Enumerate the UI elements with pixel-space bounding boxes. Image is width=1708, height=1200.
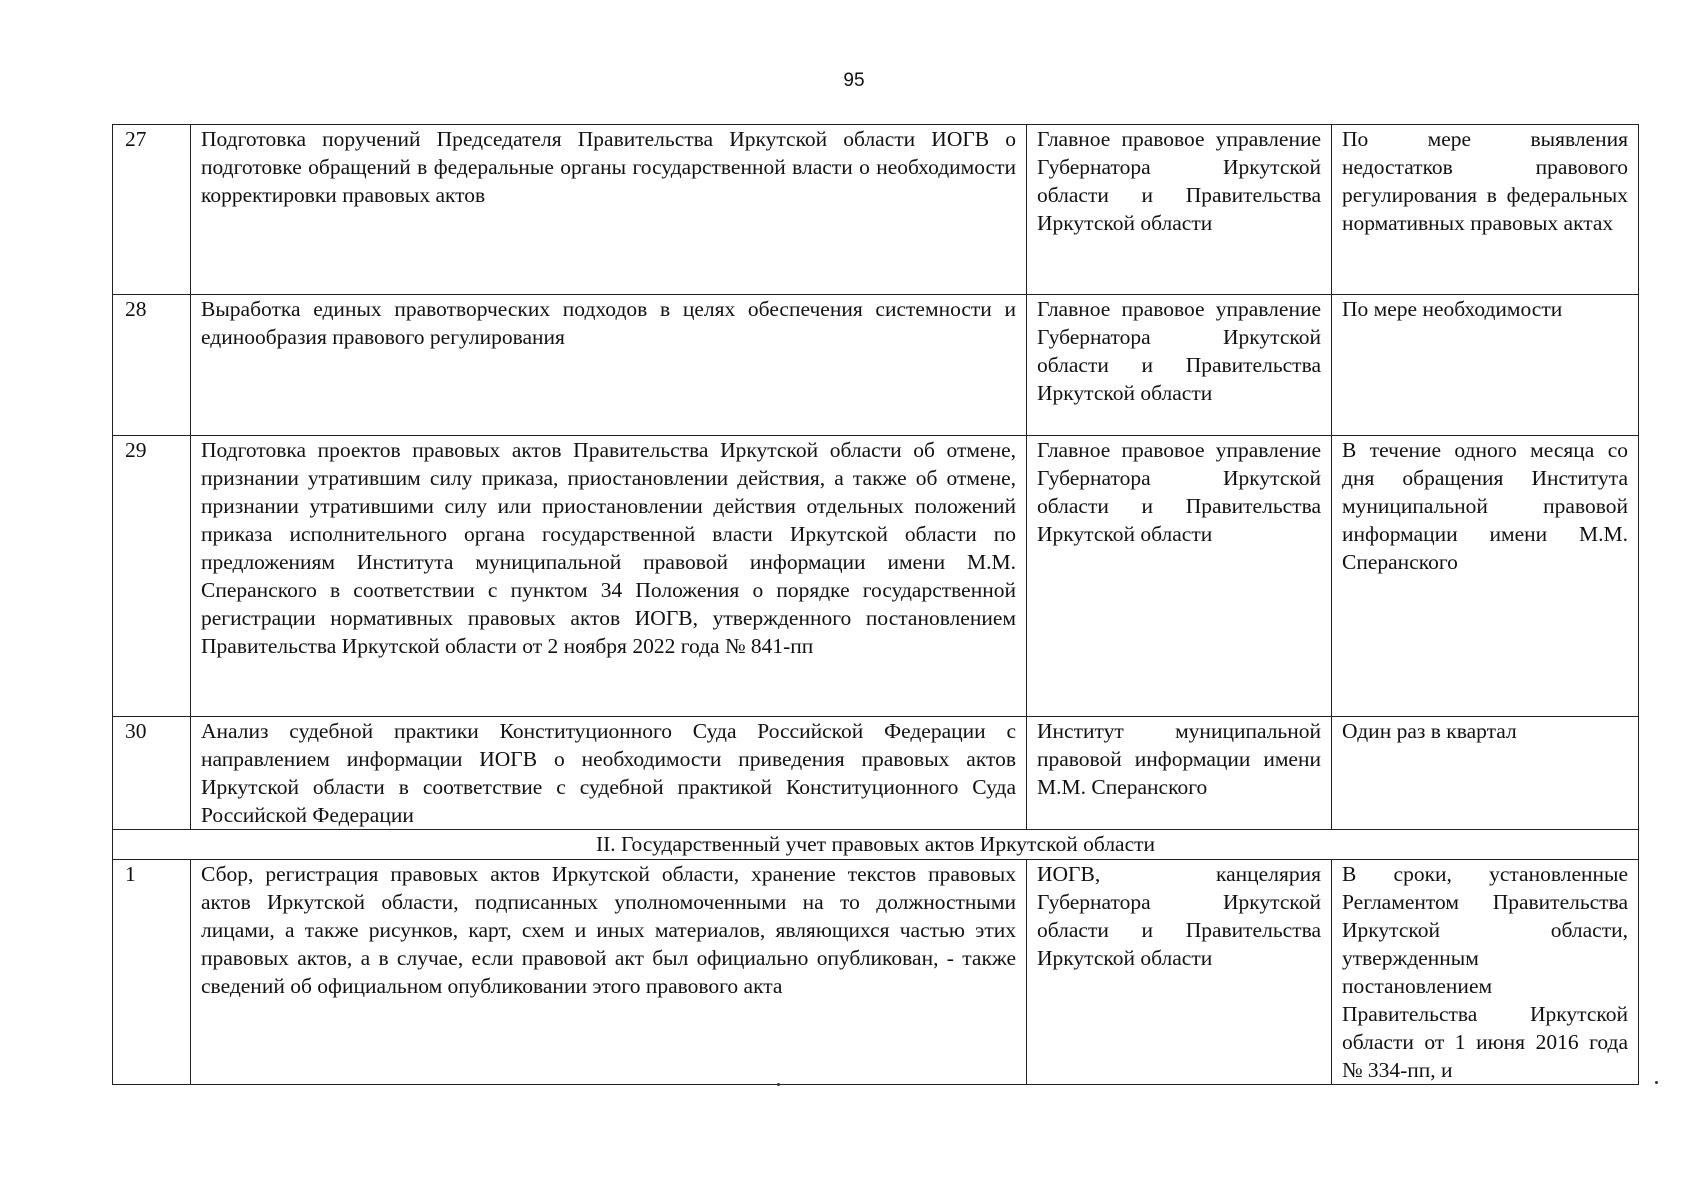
table-row [113, 295, 1639, 436]
row-number: 1 [113, 860, 191, 1085]
term-cell: Один раз в квартал [1332, 717, 1639, 830]
scan-speck [1655, 1081, 1658, 1084]
responsible-cell: Главное правовое управление Губернатора Иркутской области и Правительства Иркутской области [1027, 125, 1332, 295]
responsible-cell: Главное правовое управление Губернатора Иркутской области и Правительства Иркутской области [1027, 295, 1332, 436]
responsible-cell: Институт муниципальной правовой информации имени М.М. Сперанского [1027, 717, 1332, 830]
scan-speck [777, 1083, 780, 1086]
task-cell: Сбор, регистрация правовых актов Иркутской области, хранение текстов правовых актов Иркутской области, подписанных уполномоченными на то должностными лицами, а также рисунков, карт, схем и иных материалов, являющихся частью этих правовых актов, а в случае, если правовой акт был официально опубликован, - также сведений об официальном опубликовании этого правового акта [191, 860, 1027, 1085]
table-row [113, 717, 1639, 830]
section-header-row [113, 830, 1639, 860]
page-number: 95 [843, 70, 865, 91]
term-cell: По мере выявления недостатков правового регулирования в федеральных нормативных правовых актах [1332, 125, 1639, 295]
term-cell: В сроки, установленные Регламентом Правительства Иркутской области, утвержденным постановлением Правительства Иркутской области от 1 июня 2016 года № 334-пп, и [1332, 860, 1639, 1085]
term-cell: В течение одного месяца со дня обращения Института муниципальной правовой информации имени М.М. Сперанского [1332, 436, 1639, 717]
row-number: 30 [113, 717, 191, 830]
responsible-cell: Главное правовое управление Губернатора Иркутской области и Правительства Иркутской области [1027, 436, 1332, 717]
task-cell: Подготовка поручений Председателя Правительства Иркутской области ИОГВ о подготовке обращений в федеральные органы государственной власти о необходимости корректировки правовых актов [191, 125, 1027, 295]
plan-table [112, 124, 1639, 1085]
row-number: 27 [113, 125, 191, 295]
table-row [113, 125, 1639, 295]
task-cell: Анализ судебной практики Конституционного Суда Российской Федерации с направлением информации ИОГВ о необходимости приведения правовых актов Иркутской области в соответствие с судебной практикой Конституционного Суда Российской Федерации [191, 717, 1027, 830]
task-cell: Подготовка проектов правовых актов Правительства Иркутской области об отмене, признании утратившим силу приказа, приостановлении действия, а также об отмене, признании утратившими силу или приостановлении действия отдельных положений приказа исполнительного органа государственной власти Иркутской области по предложениям Института муниципальной правовой информации имени М.М. Сперанского в соответствии с пунктом 34 Положения о порядке государственной регистрации нормативных правовых актов ИОГВ, утвержденного постановлением Правительства Иркутской области от 2 ноября 2022 года № 841-пп [191, 436, 1027, 717]
section-title: II. Государственный учет правовых актов Иркутской области [113, 830, 1639, 860]
row-number: 28 [113, 295, 191, 436]
responsible-cell: ИОГВ, канцелярия Губернатора Иркутской области и Правительства Иркутской области [1027, 860, 1332, 1085]
term-cell: По мере необходимости [1332, 295, 1639, 436]
table-row [113, 860, 1639, 1085]
table-row [113, 436, 1639, 717]
row-number: 29 [113, 436, 191, 717]
task-cell: Выработка единых правотворческих подходов в целях обеспечения системности и единообразия правового регулирования [191, 295, 1027, 436]
